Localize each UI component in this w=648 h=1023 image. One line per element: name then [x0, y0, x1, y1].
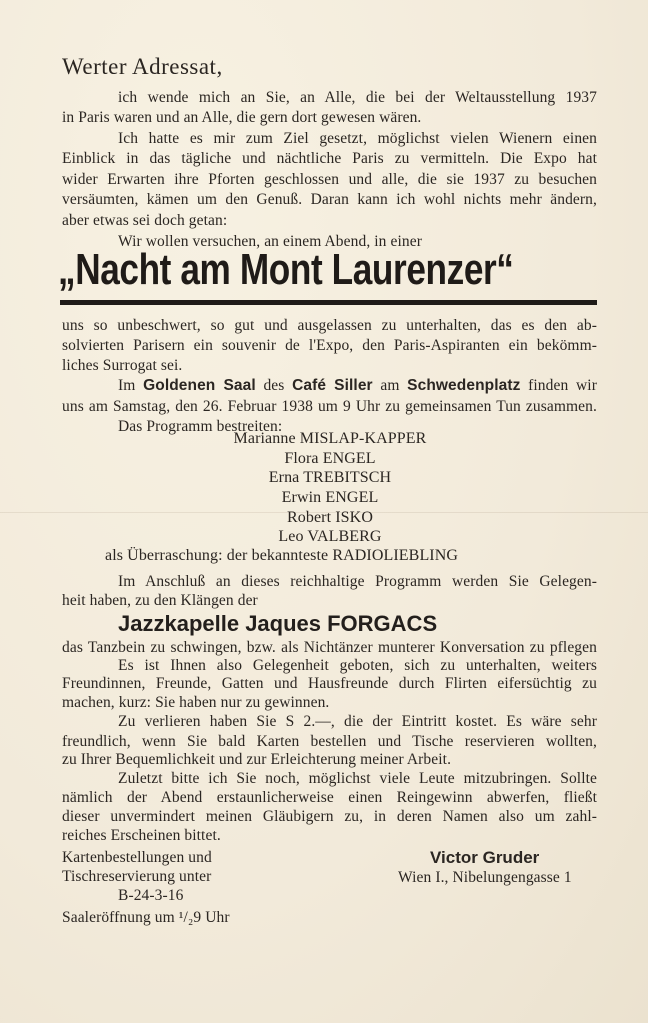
event-title: „Nacht am Mont Laurenzer“	[58, 245, 514, 294]
performer-first: Erna	[268, 469, 300, 486]
text-line: Einblick in das tägliche und nächtliche Paris zu vermitteln. Die Expo hat	[62, 150, 597, 167]
text-line: Ich hatte es mir zum Ziel gesetzt, möglichst vielen Wienern einen	[118, 130, 597, 147]
text-line: Es ist Ihnen also Gelegenheit geboten, sich zu unterhalten, weiters	[118, 657, 597, 674]
performer	[0, 508, 648, 528]
text-line: das Tanzbein zu schwingen, bzw. als Nichtänzer munterer Konversation zu pflegen	[62, 639, 597, 656]
venue-square: Schwedenplatz	[407, 377, 521, 394]
text-line: Zu verlieren haben Sie S 2.—, die der Eintritt kostet. Es wäre sehr	[118, 713, 597, 730]
phone-number: B-24-3-16	[118, 887, 184, 904]
performer-last: ISKO	[335, 509, 373, 526]
performer	[0, 449, 648, 469]
venue-cafe: Café Siller	[292, 377, 373, 394]
performer-first: Marianne	[233, 430, 296, 447]
performer	[0, 527, 648, 547]
text-line: uns so unbeschwert, so gut und ausgelassen zu unterhalten, das es den ab-	[62, 317, 597, 334]
text-line: dieser unvermindert meinen Gläubigern zu, in deren Namen also um zahl-	[62, 808, 597, 825]
text: am	[380, 377, 400, 394]
performer-last: VALBERG	[307, 528, 382, 545]
text-line: heit haben, zu den Klängen der	[62, 592, 258, 609]
performer	[0, 468, 648, 488]
text-line: zu Ihrer Bequemlichkeit und zur Erleichterung meiner Arbeit.	[62, 751, 452, 768]
text-line: liches Surrogat sei.	[62, 357, 183, 374]
program-intro: Das Programm bestreiten:	[118, 418, 283, 435]
text-line: Freundinnen, Freunde, Gatten und Hausfreunde durch Flirten eifersüchtig zu	[62, 675, 597, 692]
performer-first: Erwin	[281, 489, 322, 506]
greeting: Werter Adressat,	[62, 54, 223, 79]
text: finden wir	[528, 377, 597, 394]
surprise-name: RADIOLIEBLING	[332, 547, 459, 564]
venue-line	[118, 376, 597, 396]
title-underline	[60, 300, 597, 305]
text-line: Wir wollen versuchen, an einem Abend, in einer	[118, 233, 422, 250]
text-line: in Paris waren und an Alle, die gern dort gewesen wären.	[62, 109, 422, 126]
text-line: aber etwas sei doch getan:	[62, 212, 228, 229]
text-line: freundlich, wenn Sie bald Karten bestellen und Tische reservieren wollten,	[62, 733, 597, 750]
text-line: solvierten Parisern ein souvenir de l'Expo, den Paris-Aspiranten ein bekömm-	[62, 337, 597, 354]
text-line: ich wende mich an Sie, an Alle, die bei der Weltausstellung 1937	[118, 89, 597, 106]
performer-first: Leo	[278, 528, 304, 545]
booking-info: Kartenbestellungen und	[62, 849, 212, 866]
performer	[0, 429, 648, 449]
performer	[0, 488, 648, 508]
address: Wien I., Nibelungengasse 1	[398, 869, 572, 886]
text-line: machen, kurz: Sie haben nur zu gewinnen.	[62, 694, 330, 711]
performer-first: Flora	[284, 450, 319, 467]
surprise-line	[105, 546, 458, 566]
signature: Victor Gruder	[430, 848, 540, 867]
text-line: versäumten, kämen um den Genuß. Daran kann ich wohl nichts mehr ändern,	[62, 191, 597, 208]
performer-last: ENGEL	[325, 489, 379, 506]
performer-last: TREBITSCH	[303, 469, 392, 486]
opening-time: Saaleröffnung um ¹/₂9 Uhr	[62, 909, 230, 926]
text: Im	[118, 377, 136, 394]
venue-hall: Goldenen Saal	[143, 377, 256, 394]
text-line: Zuletzt bitte ich Sie noch, möglichst viele Leute mitzubringen. Sollte	[118, 770, 597, 787]
band-name: Jazzkapelle Jaques FORGACS	[118, 611, 438, 636]
text-line: wider Erwarten ihre Pforten geschlossen und alle, die sie 1937 zu besuchen	[62, 171, 597, 188]
text-line: reiches Erscheinen bittet.	[62, 827, 221, 844]
booking-info: Tischreservierung unter	[62, 868, 212, 885]
text: als Überraschung: der bekannteste	[105, 547, 329, 564]
performer-last: MISLAP-KAPPER	[299, 430, 427, 447]
performer-last: ENGEL	[322, 450, 376, 467]
performer-first: Robert	[286, 509, 332, 526]
text-line: Im Anschluß an dieses reichhaltige Programm werden Sie Gelegen-	[118, 573, 597, 590]
text: des	[263, 377, 285, 394]
text-line: nämlich der Abend erstaunlicherweise einen Reingewinn abwerfen, fließt	[62, 789, 597, 806]
date-line: uns am Samstag, den 26. Februar 1938 um 9 Uhr zu gemeinsamen Tun zusammen.	[62, 398, 597, 415]
